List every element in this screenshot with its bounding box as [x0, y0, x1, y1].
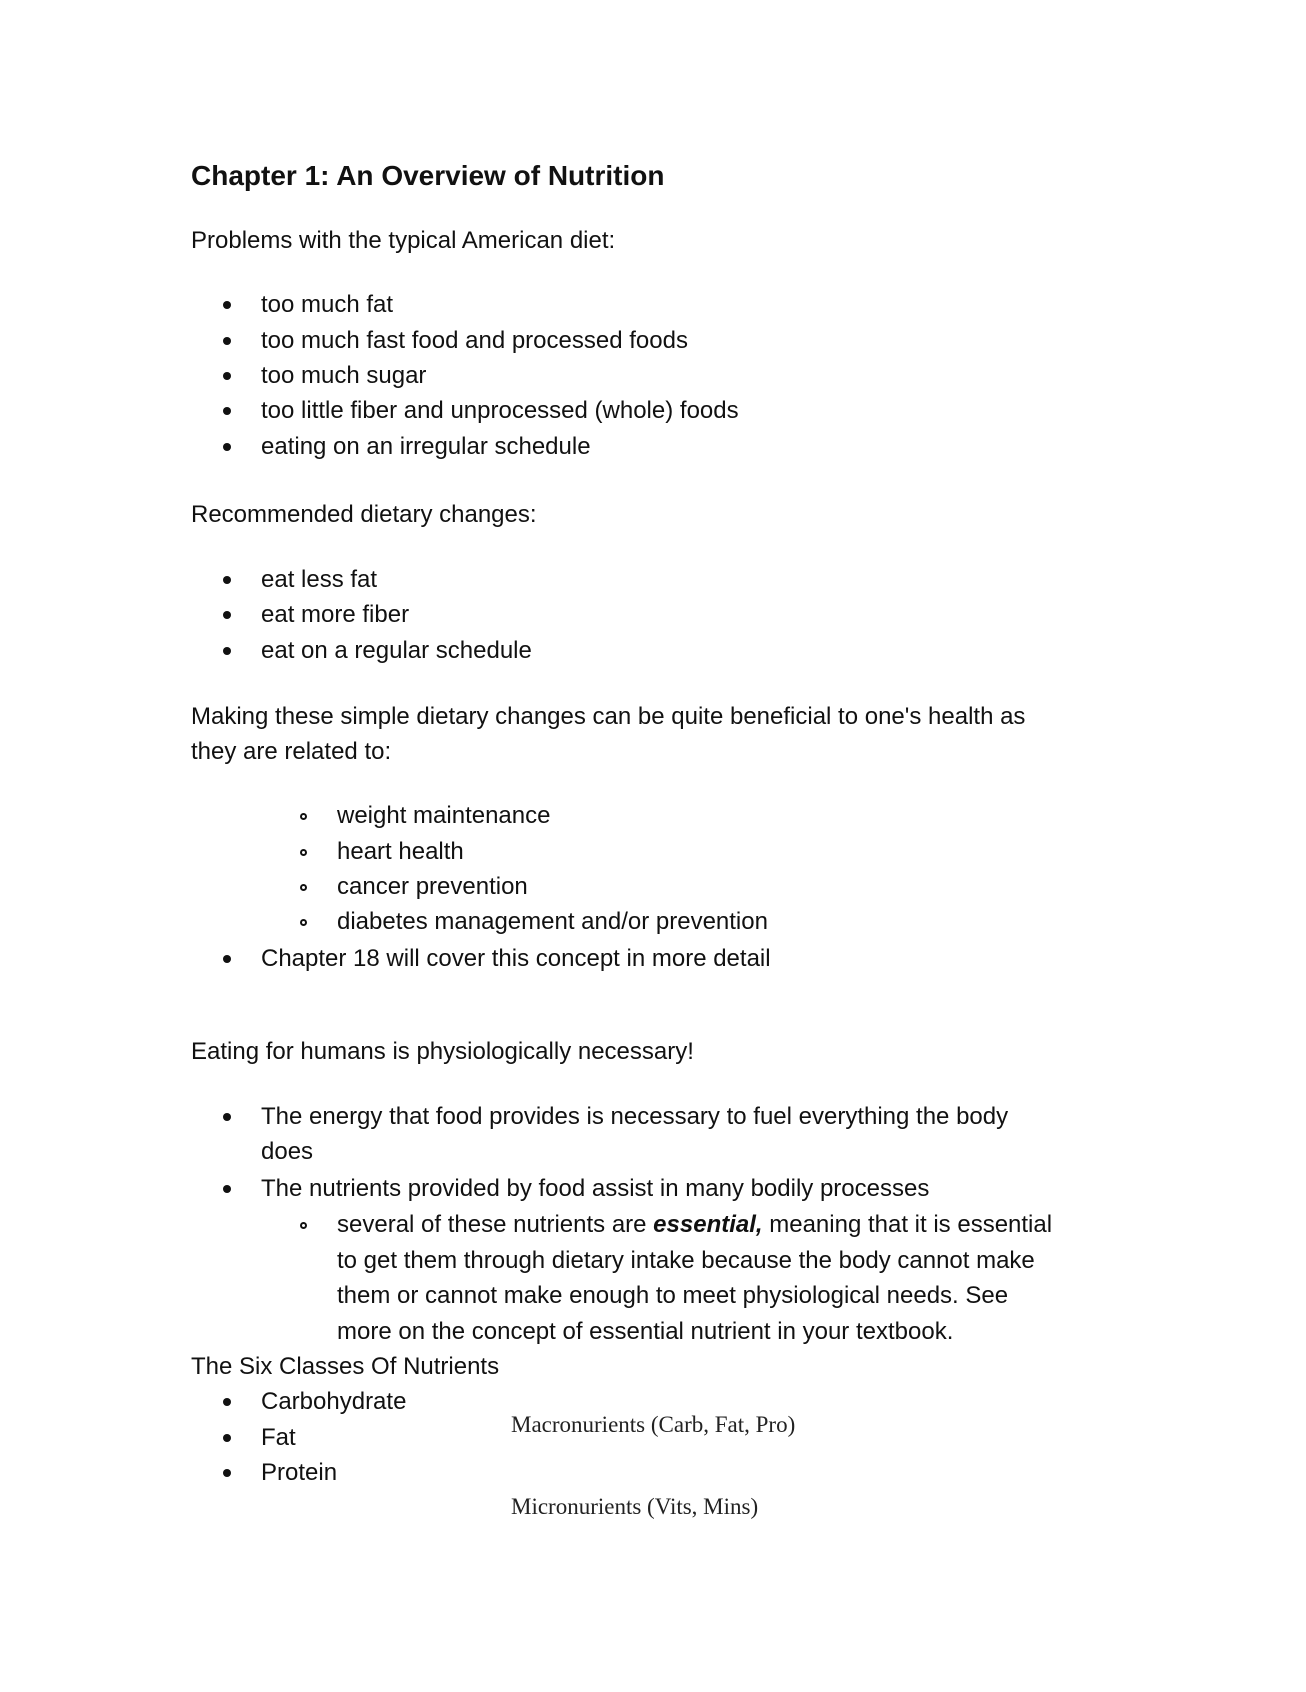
macronutrients-note: Macronurients (Carb, Fat, Pro) — [511, 1412, 796, 1437]
bullet-icon — [223, 955, 231, 963]
essential-text-post: meaning that it is essential — [762, 1211, 1053, 1238]
bullet-icon — [223, 337, 231, 345]
problem-item: too much fast food and processed foods — [261, 327, 688, 354]
problem-item: too little fiber and unprocessed (whole) foods — [261, 397, 739, 424]
nutrient-class-item: Protein — [261, 1459, 338, 1486]
essential-item-line: to get them through dietary intake because the body cannot make — [337, 1247, 1035, 1274]
benefits-paragraph-line: they are related to: — [191, 738, 392, 765]
recommended-heading: Recommended dietary changes: — [191, 501, 537, 528]
bullet-icon — [223, 372, 231, 380]
essential-item-line: them or cannot make enough to meet physiological needs. See — [337, 1282, 1009, 1309]
benefit-subitem: cancer prevention — [337, 873, 528, 900]
problem-item: too much fat — [261, 291, 394, 318]
benefit-subitem: diabetes management and/or prevention — [337, 908, 768, 935]
nutrients-item: The nutrients provided by food assist in many bodily processes — [261, 1175, 930, 1202]
recommended-item: eat on a regular schedule — [261, 637, 532, 664]
circle-bullet-icon — [300, 1222, 307, 1229]
essential-text-pre: several of these nutrients are — [337, 1211, 654, 1238]
bullet-icon — [223, 1113, 231, 1121]
benefits-note: Chapter 18 will cover this concept in more detail — [261, 945, 771, 972]
problem-item: too much sugar — [261, 362, 427, 389]
essential-item-line — [337, 1210, 1052, 1240]
six-classes-heading: The Six Classes Of Nutrients — [191, 1353, 500, 1380]
micronutrients-note: Micronurients (Vits, Mins) — [511, 1494, 759, 1519]
benefit-subitem: weight maintenance — [337, 802, 551, 829]
bullet-icon — [223, 611, 231, 619]
benefit-subitem: heart health — [337, 838, 464, 865]
nutrient-class-item: Fat — [261, 1424, 296, 1451]
problems-heading: Problems with the typical American diet: — [191, 227, 616, 254]
bullet-icon — [223, 1469, 231, 1477]
bullet-icon — [223, 647, 231, 655]
bullet-icon — [223, 443, 231, 451]
bullet-icon — [223, 301, 231, 309]
benefits-paragraph-line: Making these simple dietary changes can be quite beneficial to one's health as — [191, 703, 1026, 730]
bullet-icon — [223, 576, 231, 584]
problem-item: eating on an irregular schedule — [261, 433, 591, 460]
page-title: Chapter 1: An Overview of Nutrition — [191, 160, 665, 191]
nutrient-class-item: Carbohydrate — [261, 1388, 407, 1415]
circle-bullet-icon — [300, 919, 307, 926]
bullet-icon — [223, 1185, 231, 1193]
energy-item-line: The energy that food provides is necessary to fuel everything the body — [261, 1103, 1009, 1130]
bullet-icon — [223, 407, 231, 415]
energy-item-line: does — [261, 1138, 314, 1165]
bullet-icon — [223, 1398, 231, 1406]
circle-bullet-icon — [300, 849, 307, 856]
recommended-item: eat more fiber — [261, 601, 410, 628]
bullet-icon — [223, 1434, 231, 1442]
circle-bullet-icon — [300, 884, 307, 891]
essential-item-line: more on the concept of essential nutrient in your textbook. — [337, 1318, 954, 1345]
essential-term: essential, — [653, 1211, 763, 1238]
eating-heading: Eating for humans is physiologically necessary! — [191, 1038, 694, 1065]
circle-bullet-icon — [300, 813, 307, 820]
recommended-item: eat less fat — [261, 566, 378, 593]
